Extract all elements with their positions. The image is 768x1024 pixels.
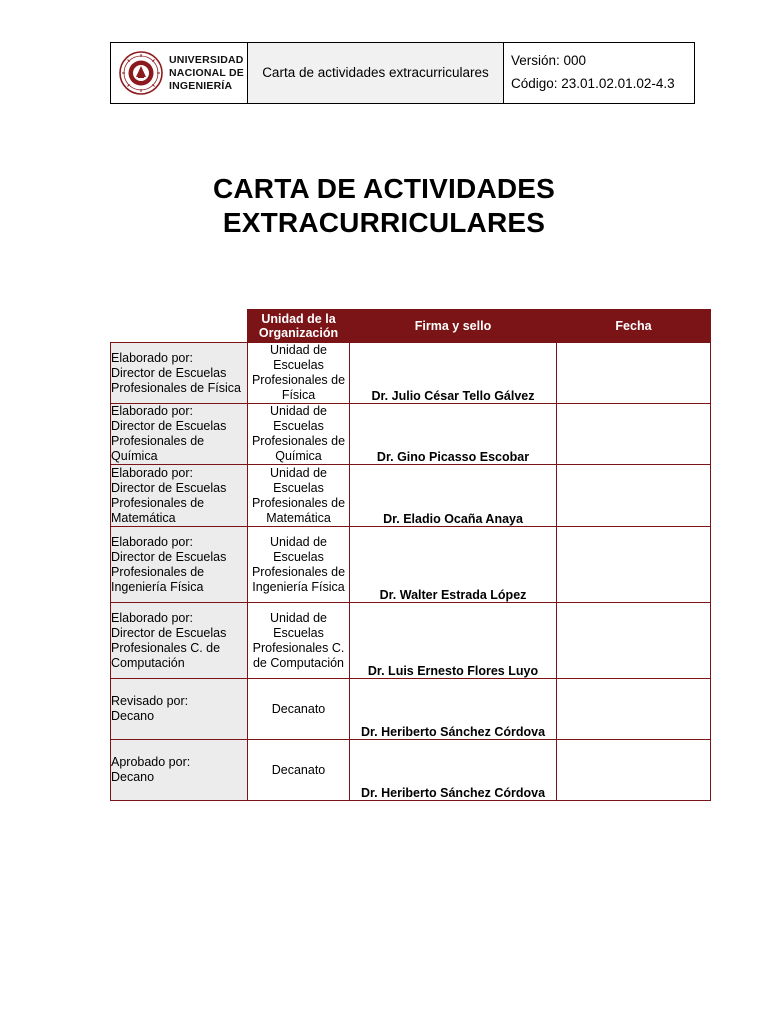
role-cell-text: Elaborado por: Director de Escuelas Profesionales de Ingeniería Física bbox=[111, 534, 227, 594]
table-row bbox=[111, 343, 711, 404]
signature-cell-text: Dr. Eladio Ocaña Anaya bbox=[383, 512, 523, 526]
table-row bbox=[111, 740, 711, 801]
unit-cell bbox=[248, 404, 350, 465]
role-cell-text: Elaborado por: Director de Escuelas Profesionales C. de Computación bbox=[111, 610, 227, 670]
university-seal-icon bbox=[119, 51, 163, 95]
signature-cell bbox=[350, 527, 557, 603]
university-logo bbox=[111, 43, 248, 103]
role-cell bbox=[111, 404, 248, 465]
signature-cell-text: Dr. Luis Ernesto Flores Luyo bbox=[367, 664, 539, 678]
signature-cell bbox=[350, 740, 557, 801]
signature-cell-text: Dr. Heriberto Sánchez Córdova bbox=[360, 725, 546, 739]
unit-cell-text: Unidad de Escuelas Profesionales de Ingeniería Física bbox=[251, 534, 346, 594]
signature-cell-text: Dr. Gino Picasso Escobar bbox=[376, 450, 530, 464]
unit-cell bbox=[248, 679, 350, 740]
logo-line-3: INGENIERÍA bbox=[169, 79, 233, 92]
signature-cell bbox=[350, 404, 557, 465]
role-cell bbox=[111, 603, 248, 679]
unit-cell bbox=[248, 527, 350, 603]
university-name bbox=[169, 54, 244, 93]
signature-cell bbox=[350, 679, 557, 740]
unit-cell-text: Unidad de Escuelas Profesionales C. de Computación bbox=[252, 610, 345, 670]
role-cell bbox=[111, 343, 248, 404]
column-header-signature: Firma y sello bbox=[350, 310, 557, 343]
date-cell bbox=[557, 740, 711, 801]
version-label: Versión: 000 bbox=[511, 53, 587, 68]
page-title-line-2: EXTRACURRICULARES bbox=[222, 207, 546, 238]
role-cell-text: Aprobado por: Decano bbox=[111, 755, 191, 784]
header-document-title: Carta de actividades extracurriculares bbox=[248, 43, 504, 103]
role-cell bbox=[111, 527, 248, 603]
header-meta bbox=[504, 43, 694, 103]
unit-cell-text: Unidad de Escuelas Profesionales de Física bbox=[251, 343, 346, 402]
unit-cell-text: Decanato bbox=[271, 701, 326, 716]
role-cell-text: Elaborado por: Director de Escuelas Profesionales de Matemática bbox=[111, 465, 227, 525]
table-row bbox=[111, 603, 711, 679]
signature-table bbox=[110, 309, 711, 801]
unit-cell bbox=[248, 603, 350, 679]
unit-cell bbox=[248, 740, 350, 801]
unit-cell bbox=[248, 343, 350, 404]
date-cell bbox=[557, 603, 711, 679]
role-cell-text: Revisado por: Decano bbox=[111, 694, 189, 723]
unit-cell-text: Unidad de Escuelas Profesionales de Matemática bbox=[251, 465, 346, 525]
table-row bbox=[111, 527, 711, 603]
role-cell bbox=[111, 679, 248, 740]
signature-cell-text: Dr. Walter Estrada López bbox=[379, 588, 527, 602]
signature-cell bbox=[350, 465, 557, 527]
document-header bbox=[110, 42, 695, 104]
header-blank-cell bbox=[111, 310, 248, 343]
logo-line-2: NACIONAL DE bbox=[169, 66, 244, 79]
date-cell bbox=[557, 527, 711, 603]
table-row bbox=[111, 465, 711, 527]
date-cell bbox=[557, 404, 711, 465]
code-label: Código: 23.01.02.01.02-4.3 bbox=[511, 76, 675, 91]
table-row bbox=[111, 404, 711, 465]
unit-cell-text: Unidad de Escuelas Profesionales de Química bbox=[251, 404, 346, 463]
unit-cell bbox=[248, 465, 350, 527]
signature-cell-text: Dr. Julio César Tello Gálvez bbox=[371, 389, 535, 403]
signature-cell bbox=[350, 343, 557, 404]
column-header-unit: Unidad de la Organización bbox=[248, 310, 350, 343]
date-cell bbox=[557, 343, 711, 404]
logo-line-1: UNIVERSIDAD bbox=[169, 53, 244, 66]
date-cell bbox=[557, 679, 711, 740]
page-title bbox=[0, 172, 768, 240]
unit-cell-text: Decanato bbox=[271, 762, 326, 777]
role-cell-text: Elaborado por: Director de Escuelas Profesionales de Física bbox=[111, 350, 241, 395]
table-header-row bbox=[111, 310, 711, 343]
signature-cell bbox=[350, 603, 557, 679]
role-cell bbox=[111, 465, 248, 527]
signature-cell-text: Dr. Heriberto Sánchez Córdova bbox=[360, 786, 546, 800]
date-cell bbox=[557, 465, 711, 527]
column-header-date: Fecha bbox=[557, 310, 711, 343]
page-title-line-1: CARTA DE ACTIVIDADES bbox=[212, 173, 556, 204]
table-row bbox=[111, 679, 711, 740]
role-cell-text: Elaborado por: Director de Escuelas Profesionales de Química bbox=[111, 404, 227, 463]
role-cell bbox=[111, 740, 248, 801]
